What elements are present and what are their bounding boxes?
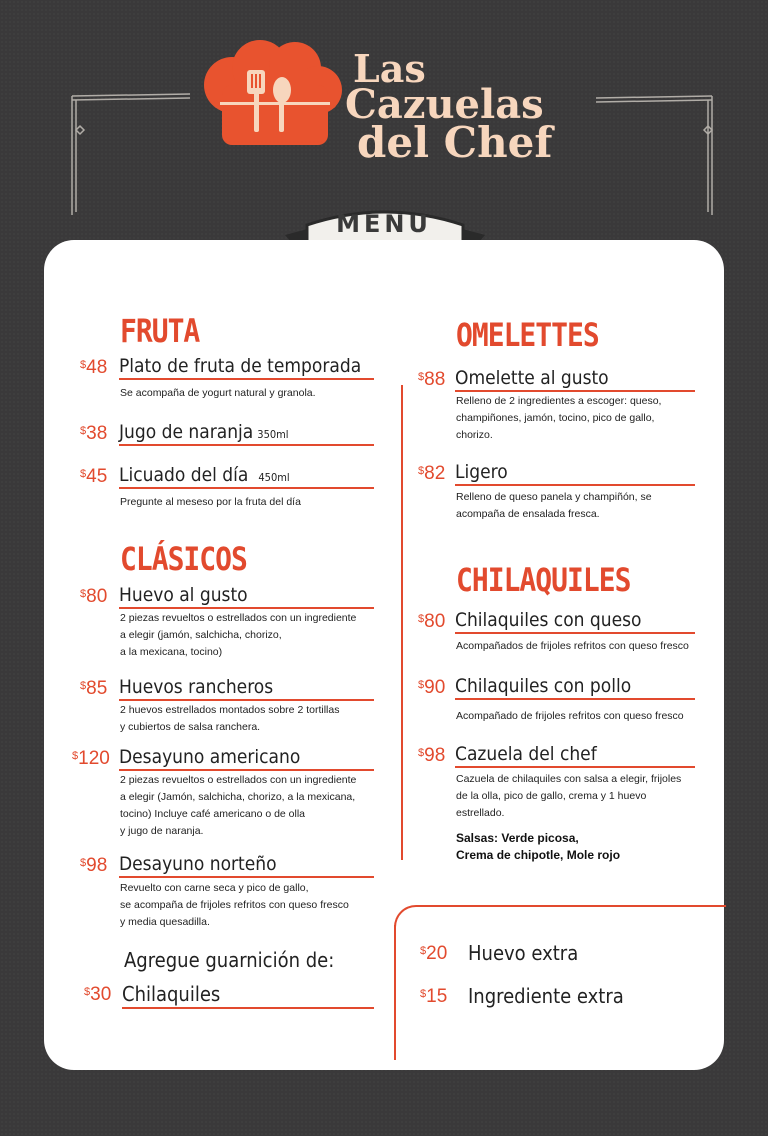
chef-hat-pot-logo	[200, 40, 350, 170]
item-name: Jugo de naranja 350ml	[119, 421, 374, 446]
item-description: 2 piezas revueltos o estrellados con un ingrediente a elegir (Jamón, salchicha, chorizo, a la mexicana, tocino) Incluye café americano o de olla y jugo de naranja.	[120, 774, 357, 837]
price: $98	[418, 745, 446, 766]
price: $98	[80, 855, 108, 876]
section-omelettes-title: OMELETTES	[456, 316, 599, 354]
item-name: Huevo al gusto	[119, 584, 374, 609]
item-name: Plato de fruta de temporada	[119, 355, 374, 380]
price: $30	[84, 984, 112, 1005]
price: $120	[72, 748, 110, 769]
price: $15	[420, 986, 448, 1007]
item-description: 2 piezas revueltos o estrellados con un ingrediente a elegir (jamón, salchicha, chorizo, a la mexicana, tocino)	[120, 612, 357, 658]
item-name: Desayuno americano	[119, 746, 374, 771]
item-name: Huevos rancheros	[119, 676, 374, 701]
brand-line-2: Cazuelas	[345, 80, 544, 128]
item-name: Chilaquiles con queso	[455, 609, 695, 634]
brand-line-3: del Chef	[357, 117, 553, 167]
price: $90	[418, 677, 446, 698]
extra-name: Huevo extra	[468, 941, 579, 965]
section-fruta-title: FRUTA	[120, 312, 200, 350]
item-name: Chilaquiles con pollo	[455, 675, 695, 700]
price: $80	[418, 611, 446, 632]
brand-name	[345, 46, 553, 167]
extra-name: Ingrediente extra	[468, 984, 624, 1008]
item-description: Acompañado de frijoles refritos con queso fresco	[456, 710, 684, 722]
section-clasicos-title: CLÁSICOS	[120, 540, 247, 578]
item-description: Cazuela de chilaquiles con salsa a elegir, frijoles de la olla, pico de gallo, crema y 1 huevo estrellado.	[456, 773, 682, 819]
item-description: Relleno de 2 ingredientes a escoger: queso, champiñones, jamón, tocino, pico de gallo, chorizo.	[456, 395, 662, 441]
item-description: 2 huevos estrellados montados sobre 2 tortillas y cubiertos de salsa ranchera.	[120, 704, 340, 733]
price: $80	[80, 586, 108, 607]
price: $88	[418, 369, 446, 390]
guarnicion-name: Chilaquiles	[122, 982, 374, 1009]
price: $85	[80, 678, 108, 699]
guarnicion-label: Agregue guarnición de:	[124, 948, 335, 972]
price: $48	[80, 357, 108, 378]
item-name: Omelette al gusto	[455, 367, 695, 392]
item-description: Relleno de queso panela y champiñón, se acompaña de ensalada fresca.	[456, 491, 652, 520]
price: $38	[80, 423, 108, 444]
section-chilaquiles-title: CHILAQUILES	[456, 561, 631, 599]
item-description: Se acompaña de yogurt natural y granola.	[120, 387, 316, 399]
price: $20	[420, 943, 448, 964]
salsas-note: Salsas: Verde picosa, Crema de chipotle, Mole rojo	[456, 831, 621, 862]
item-description: Acompañados de frijoles refritos con queso fresco	[456, 640, 689, 652]
item-name: Cazuela del chef	[455, 743, 695, 768]
item-description: Pregunte al meseso por la fruta del día	[120, 496, 301, 508]
item-name: Licuado del día 450ml	[119, 464, 374, 489]
menu-banner-label: MENÚ	[336, 210, 432, 238]
item-name: Ligero	[455, 461, 695, 486]
price: $82	[418, 463, 446, 484]
brand-line-1: Las	[353, 46, 426, 91]
item-description: Revuelto con carne seca y pico de gallo, se acompaña de frijoles refritos con queso fresco y media quesadilla.	[120, 882, 349, 928]
column-divider	[401, 385, 403, 860]
item-name: Desayuno norteño	[119, 853, 374, 878]
price: $45	[80, 466, 108, 487]
